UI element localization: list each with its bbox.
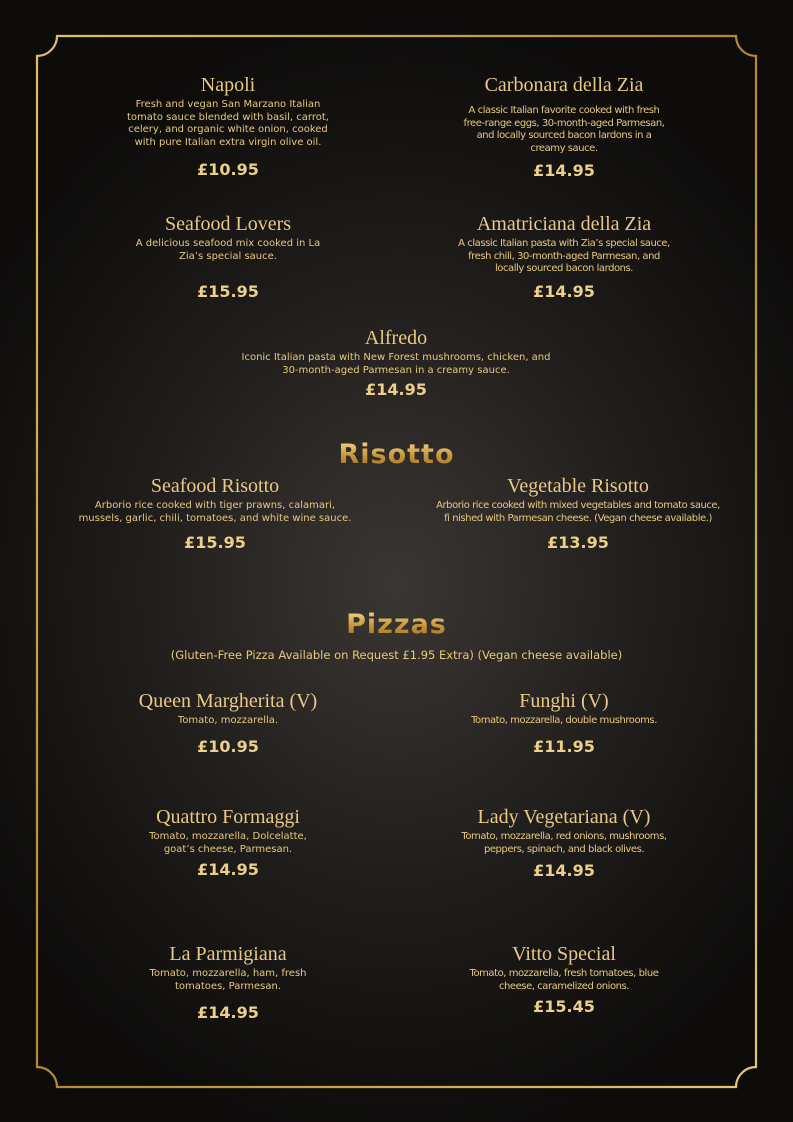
item-price: £14.95 bbox=[533, 282, 595, 301]
item-name: Carbonara della Zia bbox=[484, 74, 644, 96]
menu-item-seafood-risotto bbox=[76, 475, 354, 555]
menu-item-queen-margherita bbox=[118, 690, 338, 760]
item-description: Arborio rice cooked with tiger prawns, calamari, mussels, garlic, chili, tomatoes, and white wine sauce. bbox=[78, 500, 352, 524]
item-name: Vegetable Risotto bbox=[507, 475, 649, 497]
item-name: Quattro Formaggi bbox=[156, 806, 300, 828]
item-name: Amatriciana della Zia bbox=[476, 213, 652, 235]
item-name: Vitto Special bbox=[512, 943, 616, 965]
item-price: £13.95 bbox=[547, 533, 609, 552]
item-name: La Parmigiana bbox=[169, 943, 287, 965]
item-description: A delicious seafood mix cooked in La Zia’s special sauce. bbox=[135, 238, 321, 262]
item-price: £11.95 bbox=[533, 737, 595, 756]
menu-item-vitto-special bbox=[462, 943, 666, 1023]
menu-item-quattro-formaggi bbox=[138, 806, 318, 886]
item-price: £14.95 bbox=[533, 161, 595, 180]
item-description: Tomato, mozzarella, double mushrooms. bbox=[471, 715, 657, 726]
frame-border bbox=[37, 36, 756, 1087]
item-description: Tomato, mozzarella, red onions, mushrooms, peppers, spinach, and black olives. bbox=[461, 831, 667, 855]
item-description: Tomato, mozzarella, Dolcelatte, goat’s cheese, Parmesan. bbox=[149, 831, 307, 855]
item-price: £14.95 bbox=[197, 860, 259, 879]
menu-item-la-parmigiana bbox=[138, 943, 318, 1023]
item-description: Iconic Italian pasta with New Forest mushrooms, chicken, and 30-month-aged Parmesan in a creamy sauce. bbox=[241, 352, 551, 376]
item-price: £15.95 bbox=[184, 533, 246, 552]
item-description: Tomato, mozzarella. bbox=[177, 715, 279, 726]
item-description: A classic Italian pasta with Zia’s special sauce, fresh chili, 30-month-aged Parmesan, and locally sourced bacon lardons. bbox=[458, 238, 670, 274]
item-description: Tomato, mozzarella, fresh tomatoes, blue cheese, caramelized onions. bbox=[469, 968, 659, 992]
item-description: Tomato, mozzarella, ham, fresh tomatoes, Parmesan. bbox=[149, 968, 307, 992]
item-price: £14.95 bbox=[533, 861, 595, 880]
item-name: Alfredo bbox=[364, 327, 428, 349]
item-price: £14.95 bbox=[197, 1003, 259, 1022]
item-name: Seafood Risotto bbox=[150, 475, 280, 497]
item-name: Funghi (V) bbox=[519, 690, 609, 712]
item-name: Seafood Lovers bbox=[164, 213, 292, 235]
item-price: £15.95 bbox=[197, 282, 259, 301]
menu-item-alfredo bbox=[240, 327, 552, 407]
item-name: Queen Margherita (V) bbox=[138, 690, 318, 712]
menu-item-carbonara bbox=[458, 74, 670, 184]
menu-item-lady-vegetariana bbox=[454, 806, 674, 886]
menu-item-seafood-lovers bbox=[131, 213, 325, 308]
menu-item-funghi bbox=[450, 690, 678, 760]
item-price: £10.95 bbox=[197, 160, 259, 179]
item-name: Lady Vegetariana (V) bbox=[477, 806, 651, 828]
section-title-risotto: Risotto bbox=[0, 439, 793, 470]
menu-item-vegetable-risotto bbox=[433, 475, 723, 555]
item-description: Fresh and vegan San Marzano Italian tomato sauce blended with basil, carrot, celery, and organic white onion, cooked with pure Italian extra virgin olive oil. bbox=[127, 99, 329, 148]
item-name: Napoli bbox=[200, 74, 256, 96]
item-description: A classic Italian favorite cooked with fresh free-range eggs, 30-month-aged Parmesan, and locally sourced bacon lardons in a creamy sauce. bbox=[463, 105, 665, 154]
item-price: £14.95 bbox=[365, 380, 427, 399]
menu-item-napoli bbox=[118, 74, 338, 184]
section-title-pizzas: Pizzas bbox=[0, 609, 793, 640]
menu-item-amatriciana bbox=[458, 213, 670, 308]
item-price: £15.45 bbox=[533, 997, 595, 1016]
pizza-note: (Gluten-Free Pizza Available on Request £1.95 Extra) (Vegan cheese available) bbox=[170, 648, 623, 662]
item-description: Arborio rice cooked with mixed vegetables and tomato sauce, fi nished with Parmesan cheese. (Vegan cheese available.) bbox=[436, 500, 720, 524]
item-price: £10.95 bbox=[197, 737, 259, 756]
